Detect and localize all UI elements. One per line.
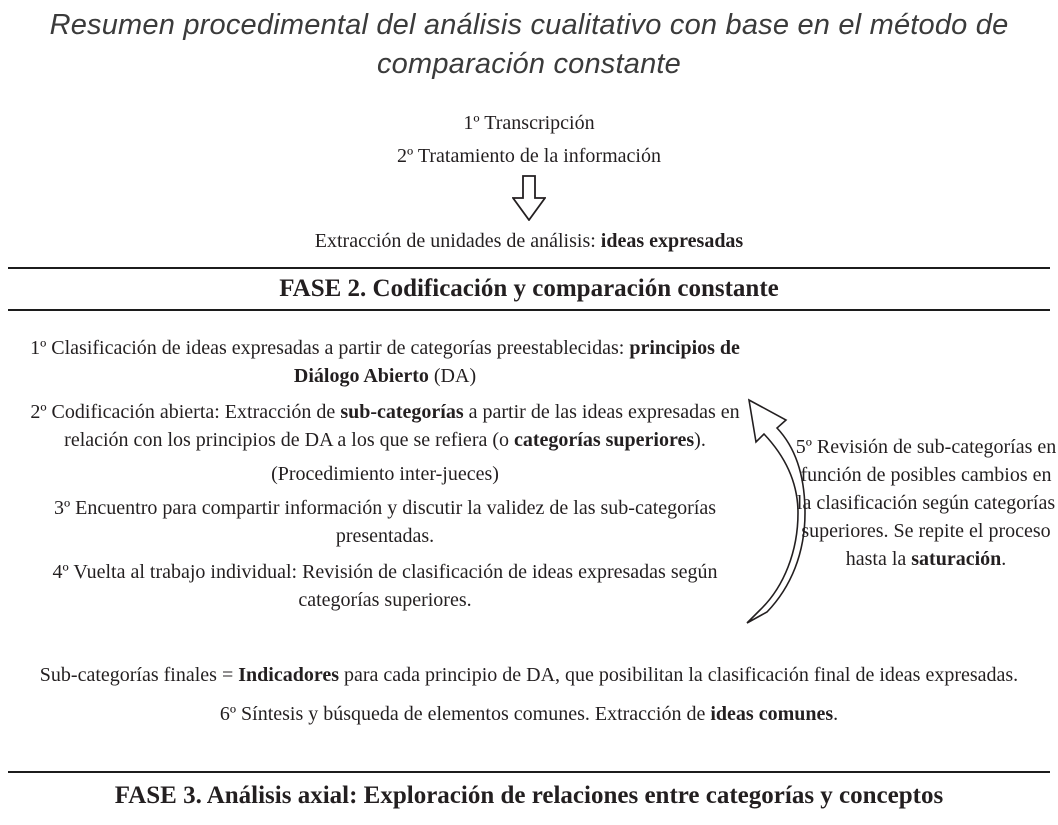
step-1-text: 1º Clasificación de ideas expresadas a partir de categorías preestablecidas: [30,337,630,359]
fase2-steps [30,334,740,622]
phase1-block [0,111,1058,253]
step-6-text: 6º Síntesis y búsqueda de elementos comunes. Extracción de [219,703,711,725]
step-4: 4º Vuelta al trabajo individual: Revisión de clasificación de ideas expresadas según categorías superiores. [52,561,718,611]
step-6-suffix: . [833,703,839,725]
phase1-step-1: 1º Transcripción [463,112,595,134]
subcategorias-suffix: para cada principio de DA, que posibilitan la clasificación final de ideas expresadas. [339,664,1019,686]
fase3-heading: FASE 3. Análisis axial: Exploración de relaciones entre categorías y conceptos [114,782,944,809]
step-5-text: 5º Revisión de sub-categorías en función de posibles cambios en la clasificación según categorías superiores. Se repite el proceso hasta la [795,436,1057,570]
subcategorias-line [20,661,1038,689]
extraction-line [315,229,743,253]
fase2-results [20,661,1038,728]
step-1-suffix: (DA) [428,365,477,387]
step-2-text: 2º Codificación abierta: Extracción de [30,401,341,423]
step-5-suffix: . [1001,548,1007,570]
extraction-prefix: Extracción de unidades de análisis: [314,230,601,252]
fase2-heading: FASE 2. Codificación y comparación constante [279,275,779,302]
step-2 [30,398,740,454]
figure-title: Resumen procedimental del análisis cualitativo con base en el método de comparación constante [49,9,1009,80]
subcategorias-bold: Indicadores [238,664,339,686]
step-1-bold: principios de Diálogo Abierto [293,337,740,387]
step-2-bold-2: categorías superiores [514,429,695,451]
step-6 [20,700,1038,728]
step-2-bold-1: sub-categorías [340,401,464,423]
step-2-mid: a partir de las ideas expresadas en relación con los principios de DA a los que se refiera (o [64,401,740,451]
extraction-bold: ideas expresadas [600,230,744,252]
step-5-bold: saturación [911,548,1002,570]
step-5 [794,433,1058,573]
step-1 [30,334,740,390]
down-block-arrow-icon [512,175,546,221]
step-6-bold: ideas comunes [710,703,834,725]
step-3: 3º Encuentro para compartir información y discutir la validez de las sub-categorías presentadas. [53,497,717,547]
fase2-banner [8,267,1050,311]
interjueces-note: (Procedimiento inter-jueces) [271,463,499,485]
subcategorias-prefix: Sub-categorías finales = [39,664,239,686]
phase1-step-2: 2º Tratamiento de la información [397,145,661,167]
fase3-banner [8,771,1050,811]
step-2-suffix: ). [694,429,706,451]
